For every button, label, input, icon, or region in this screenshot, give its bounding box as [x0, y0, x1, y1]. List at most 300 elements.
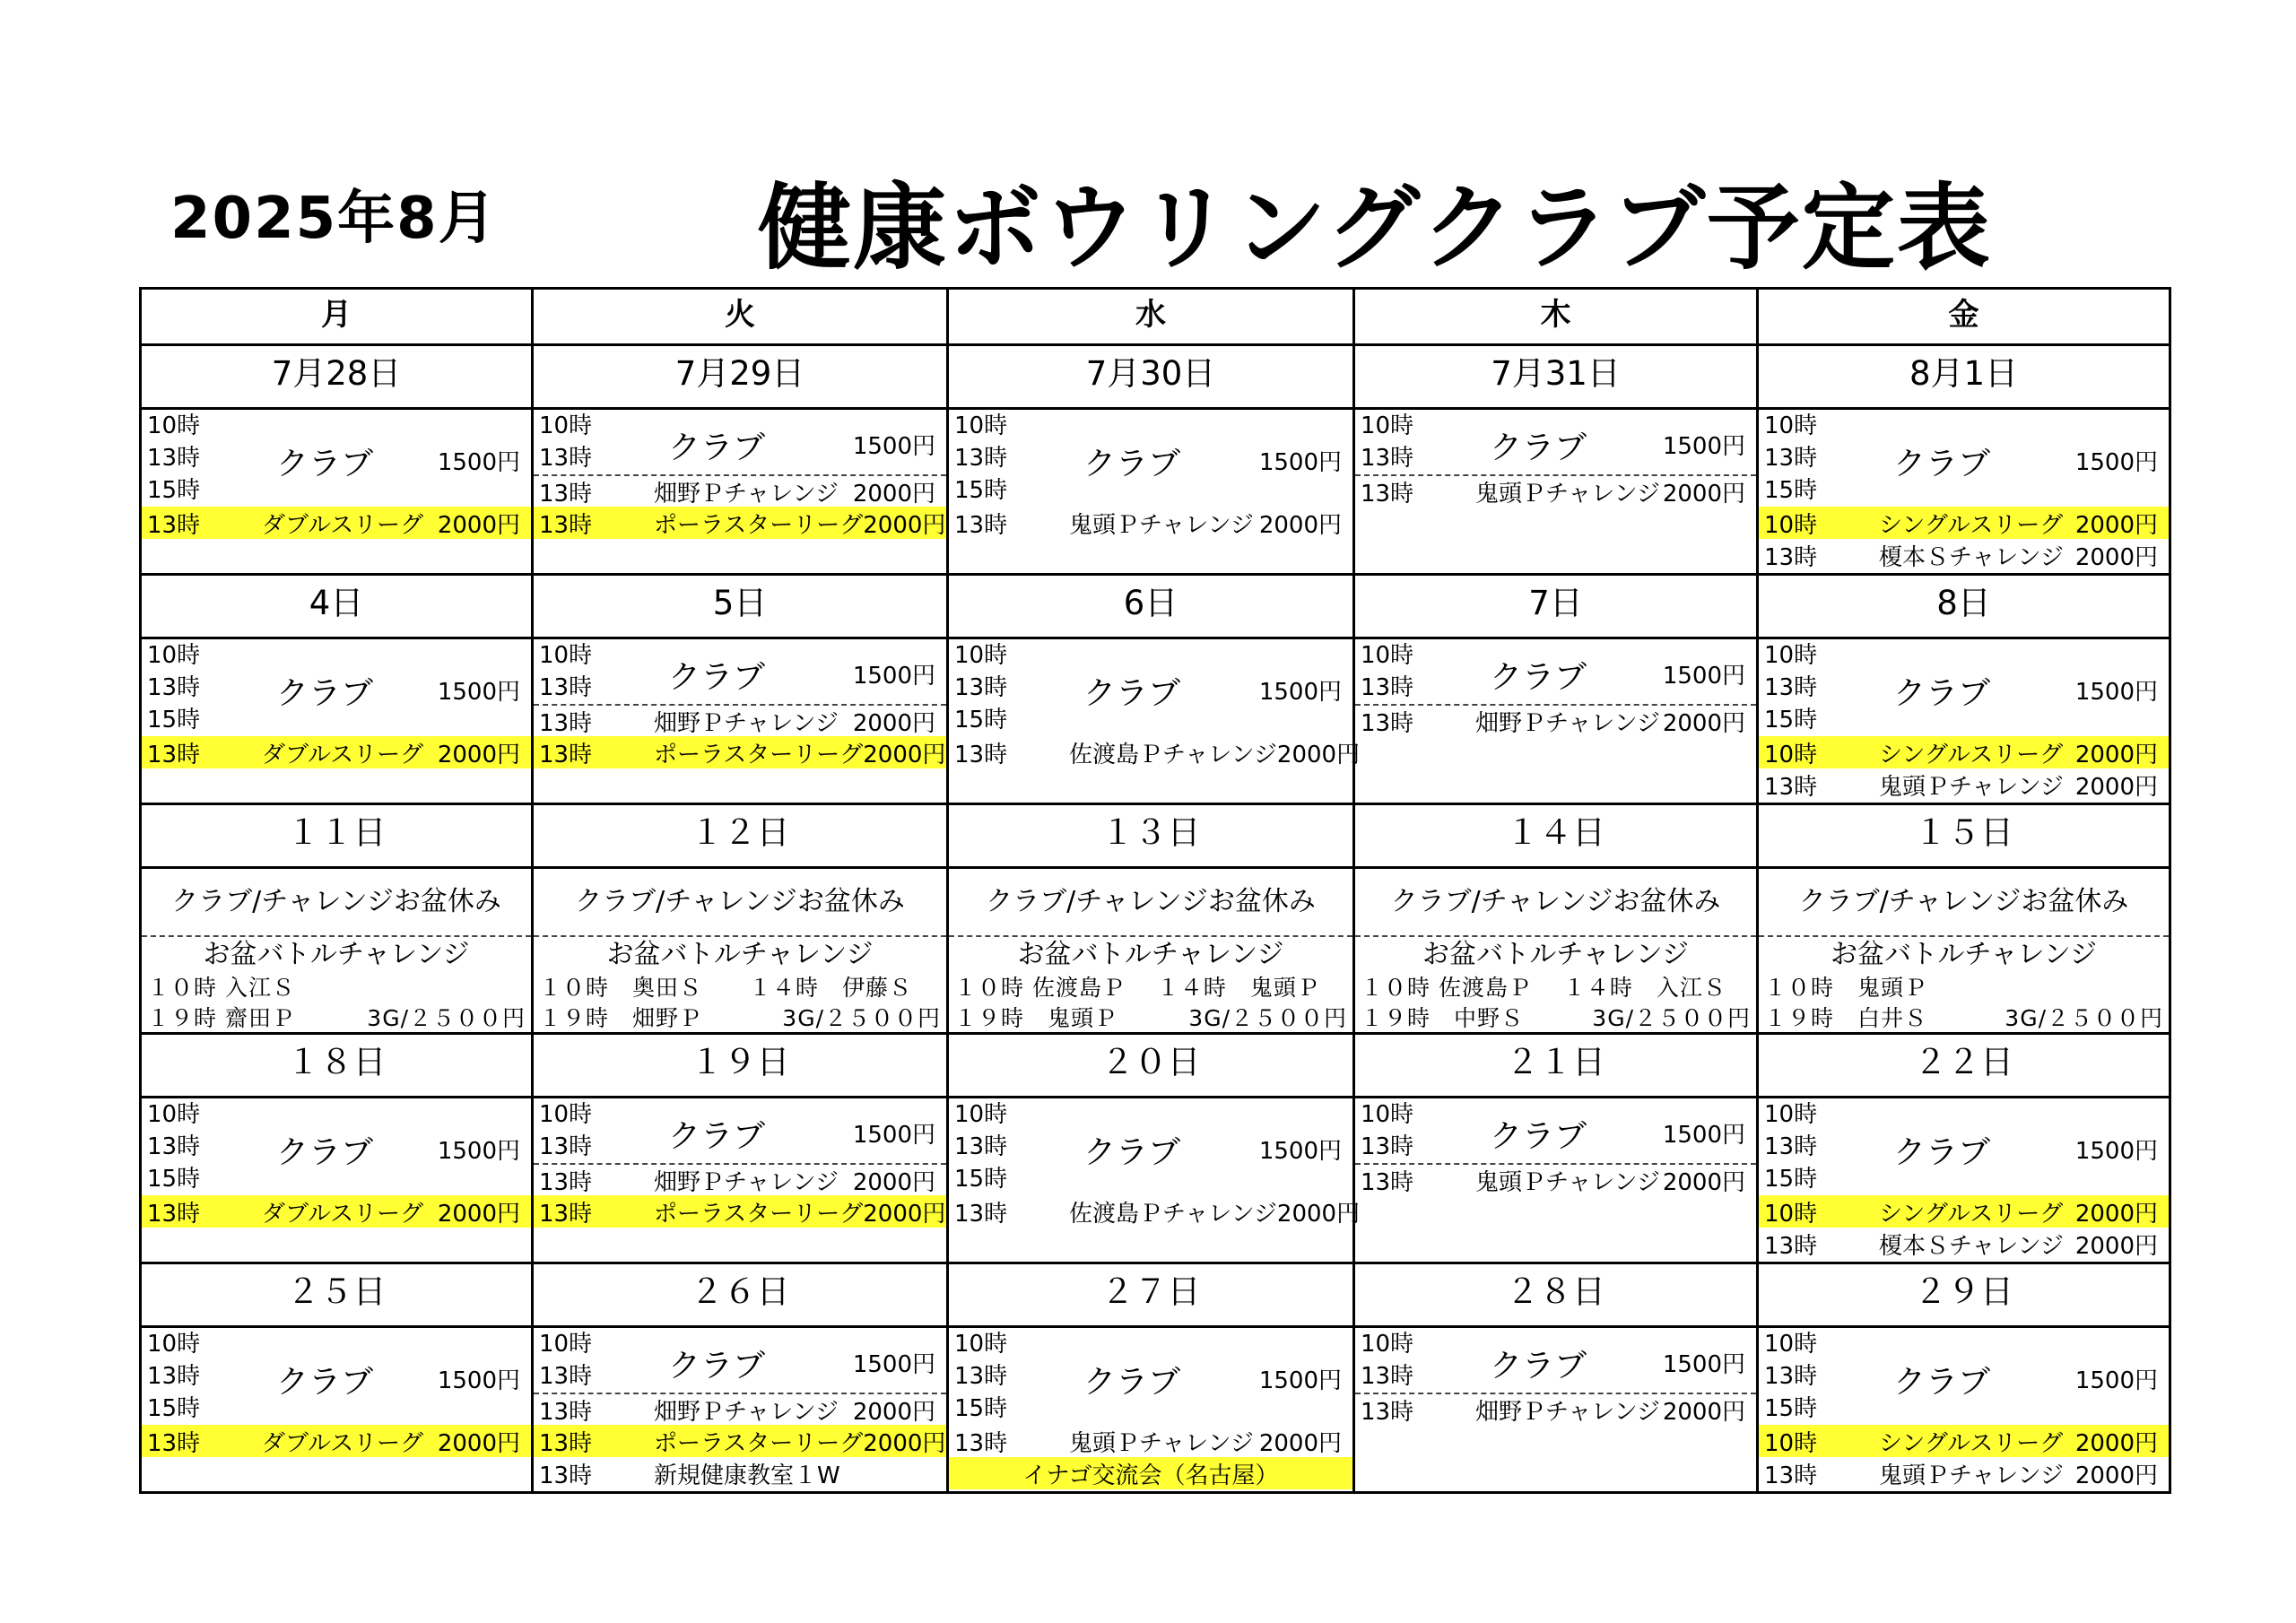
events-cell — [533, 868, 948, 1034]
date-cell: 8月1日 — [1758, 345, 2170, 409]
events-cell — [533, 638, 948, 804]
club-session — [949, 410, 1352, 507]
event-time: 13時 — [1361, 1168, 1414, 1196]
club-name: クラブ — [1490, 1348, 1587, 1384]
time-label: 15時 — [1764, 707, 1818, 733]
event-price: 2000円 — [1276, 741, 1361, 768]
event-row — [534, 736, 946, 768]
date-cell: ２６日 — [533, 1263, 948, 1327]
date-cell: ２８日 — [1354, 1263, 1758, 1327]
date-cell: 4日 — [141, 575, 533, 638]
event-name: ダブルスリーグ — [262, 511, 424, 539]
time-label: 13時 — [147, 1133, 201, 1160]
time-label: 10時 — [1361, 642, 1414, 669]
time-label: 10時 — [539, 1331, 593, 1358]
club-name: クラブ — [1893, 1134, 1991, 1171]
event-name: 畑野Ｐチャレンジ — [654, 480, 839, 508]
weekday-header — [141, 289, 2170, 345]
events-cell — [1354, 1327, 1758, 1493]
event-row — [1355, 1163, 1756, 1195]
time-label: 13時 — [954, 445, 1008, 472]
club-name: クラブ — [276, 1134, 374, 1171]
events-cell — [141, 638, 533, 804]
event-price: 2000円 — [852, 709, 935, 737]
event-price: 2000円 — [2074, 543, 2158, 571]
battle-row — [142, 973, 531, 1003]
club-times — [1764, 639, 1817, 736]
club-session — [949, 1328, 1352, 1425]
event-name: シングルスリーグ — [1879, 511, 2064, 539]
event-row — [1355, 474, 1756, 507]
event-row — [1759, 1457, 2169, 1489]
event-row — [1759, 1425, 2169, 1457]
events-cell — [1354, 409, 1758, 575]
events-row — [141, 638, 2170, 804]
club-name: クラブ — [668, 659, 766, 696]
event-name: 鬼頭Ｐチャレンジ — [1879, 1462, 2064, 1489]
event-row — [534, 1425, 946, 1457]
battle-row — [142, 1003, 531, 1034]
holiday-title: クラブ/チャレンジお盆休み — [1798, 886, 2129, 917]
day-cell-obon — [949, 869, 1352, 1032]
date-cell: １５日 — [1758, 804, 2170, 868]
club-name: クラブ — [276, 675, 374, 712]
event-row — [534, 1393, 946, 1425]
time-label: 15時 — [954, 1395, 1008, 1422]
club-price: 1500円 — [437, 679, 520, 706]
event-time: 13時 — [954, 511, 1008, 539]
day-cell — [1759, 410, 2169, 573]
time-label: 10時 — [539, 1101, 593, 1128]
club-session — [142, 1098, 531, 1195]
battle-row — [534, 973, 946, 1003]
club-name: クラブ — [1490, 430, 1587, 466]
events-cell — [533, 1327, 948, 1493]
club-session — [1355, 1328, 1756, 1393]
battle-row — [1759, 973, 2169, 1003]
event-name: 鬼頭Ｐチャレンジ — [1879, 773, 2064, 801]
club-price: 1500円 — [852, 663, 935, 690]
club-price: 1500円 — [1258, 1138, 1342, 1165]
day-cell — [142, 639, 531, 803]
event-row — [949, 1425, 1352, 1457]
time-label: 13時 — [1764, 1133, 1818, 1160]
date-cell: １３日 — [948, 804, 1354, 868]
holiday-title: クラブ/チャレンジお盆休み — [1390, 886, 1721, 917]
events-row — [141, 868, 2170, 1034]
event-time: 13時 — [1764, 1462, 1818, 1489]
event-row — [534, 704, 946, 736]
event-row — [1355, 704, 1756, 736]
event-time: 13時 — [147, 511, 201, 539]
club-session — [534, 639, 946, 704]
event-name: 鬼頭Ｐチャレンジ — [1475, 480, 1660, 508]
time-label: 10時 — [147, 1101, 201, 1128]
time-label: 13時 — [1361, 1133, 1414, 1160]
events-cell — [948, 409, 1354, 575]
date-cell: ２９日 — [1758, 1263, 2170, 1327]
event-price: 2000円 — [2074, 1429, 2158, 1457]
event-row — [1759, 736, 2169, 768]
events-cell — [1758, 1098, 2170, 1263]
event-row — [534, 1163, 946, 1195]
club-session — [534, 410, 946, 474]
club-times — [1764, 1098, 1817, 1195]
event-time: 10時 — [1764, 741, 1818, 768]
time-label: 10時 — [1361, 1101, 1414, 1128]
battle-row — [949, 973, 1352, 1003]
day-cell-obon — [534, 869, 946, 1032]
event-name: 畑野Ｐチャレンジ — [654, 709, 839, 737]
day-cell — [142, 1098, 531, 1262]
club-name: クラブ — [1490, 1118, 1587, 1155]
event-row — [1759, 1228, 2169, 1260]
date-cell: ２０日 — [948, 1034, 1354, 1098]
day-cell — [534, 1098, 946, 1262]
event-name: 畑野Ｐチャレンジ — [654, 1398, 839, 1426]
event-time: 13時 — [539, 1200, 593, 1228]
club-price: 1500円 — [437, 1138, 520, 1165]
event-name: 佐渡島Ｐチャレンジ — [1069, 741, 1277, 768]
club-times — [954, 1098, 1007, 1195]
day-cell — [534, 639, 946, 803]
event-row — [1759, 1195, 2169, 1228]
holiday-title: クラブ/チャレンジお盆休み — [171, 886, 501, 917]
club-times — [1361, 410, 1413, 474]
event-row — [142, 1425, 531, 1457]
time-label: 13時 — [1764, 674, 1818, 701]
date-row — [141, 345, 2170, 409]
club-name: クラブ — [276, 446, 374, 482]
date-cell: ２５日 — [141, 1263, 533, 1327]
event-time: 13時 — [1764, 543, 1818, 571]
time-label: 10時 — [954, 1331, 1008, 1358]
event-time: 13時 — [1361, 1398, 1414, 1426]
date-cell: ２７日 — [948, 1263, 1354, 1327]
events-cell — [1354, 638, 1758, 804]
date-cell: 7月31日 — [1354, 345, 1758, 409]
events-cell — [533, 409, 948, 575]
club-price: 1500円 — [1662, 1122, 1745, 1149]
club-session — [1759, 410, 2169, 507]
club-session — [1759, 639, 2169, 736]
time-label: 10時 — [954, 1101, 1008, 1128]
event-price: 2000円 — [852, 1398, 935, 1426]
time-label: 10時 — [1764, 1101, 1818, 1128]
event-name: シングルスリーグ — [1879, 741, 2064, 768]
event-price: 2000円 — [2074, 1232, 2158, 1260]
event-time: 13時 — [1361, 709, 1414, 737]
event-price: 2000円 — [852, 480, 935, 508]
event-row — [1355, 1393, 1756, 1425]
time-label: 13時 — [539, 445, 593, 472]
battle-entry: １９時 白井Ｓ — [1764, 1005, 1928, 1031]
club-name: クラブ — [1893, 675, 1991, 712]
club-price: 1500円 — [852, 1351, 935, 1378]
time-label: 10時 — [147, 412, 201, 439]
event-price: 2000円 — [437, 511, 520, 539]
battle-title: お盆バトルチャレンジ — [142, 935, 531, 973]
time-label: 10時 — [1361, 412, 1414, 439]
event-price: 2000円 — [1662, 709, 1745, 737]
time-label: 15時 — [147, 707, 201, 733]
battle-entry: １９時 畑野Ｐ — [539, 1005, 703, 1031]
events-cell — [141, 409, 533, 575]
club-times — [539, 410, 592, 474]
day-cell — [1355, 639, 1756, 803]
event-time: 13時 — [954, 1429, 1008, 1457]
event-row — [1759, 507, 2169, 539]
day-cell — [1759, 1098, 2169, 1262]
events-row — [141, 1098, 2170, 1263]
time-label: 15時 — [954, 707, 1008, 733]
event-price: 2000円 — [1258, 1429, 1342, 1457]
events-cell — [948, 1098, 1361, 1263]
club-name: クラブ — [668, 1118, 766, 1155]
event-price: 2000円 — [863, 511, 946, 539]
club-name: クラブ — [1893, 1364, 1991, 1401]
day-cell-obon — [1355, 869, 1756, 1032]
event-row — [534, 474, 946, 507]
time-label: 15時 — [147, 477, 201, 504]
date-cell: ２２日 — [1758, 1034, 2170, 1098]
event-name: ダブルスリーグ — [262, 741, 424, 768]
date-cell: 5日 — [533, 575, 948, 638]
event-time: 13時 — [539, 709, 593, 737]
day-cell-obon — [142, 869, 531, 1032]
date-cell: 7月28日 — [141, 345, 533, 409]
battle-row — [949, 1003, 1352, 1034]
club-price: 1500円 — [1258, 449, 1342, 476]
day-cell — [1759, 639, 2169, 803]
day-cell — [534, 1328, 946, 1491]
club-name: クラブ — [1893, 446, 1991, 482]
club-times — [1361, 1328, 1413, 1393]
event-time: 13時 — [539, 511, 593, 539]
event-time: 10時 — [1764, 511, 1818, 539]
page-title: 健康ボウリングクラブ予定表 — [758, 173, 1992, 282]
time-label: 10時 — [1764, 412, 1818, 439]
event-time: 13時 — [539, 480, 593, 508]
event-price: 2000円 — [1258, 511, 1342, 539]
event-name: シングルスリーグ — [1879, 1200, 2064, 1228]
day-cell — [1355, 1328, 1756, 1491]
event-time: 13時 — [147, 1429, 201, 1457]
weekday-cell: 金 — [1758, 289, 2170, 345]
battle-title: お盆バトルチャレンジ — [1355, 935, 1756, 973]
events-cell — [1354, 868, 1758, 1034]
club-price: 1500円 — [1662, 433, 1745, 460]
time-label: 10時 — [539, 642, 593, 669]
event-price: 2000円 — [437, 1429, 520, 1457]
event-time: 13時 — [1361, 480, 1414, 508]
events-cell — [141, 1327, 533, 1493]
time-label: 10時 — [147, 642, 201, 669]
events-cell — [1758, 638, 2170, 804]
event-time: 13時 — [539, 741, 593, 768]
events-row — [141, 1327, 2170, 1493]
battle-entry: １０時 佐渡島Ｐ １４時 鬼頭Ｐ — [954, 975, 1320, 1001]
day-cell — [949, 639, 1361, 803]
battle-row — [1355, 973, 1756, 1003]
club-price: 1500円 — [2074, 1367, 2158, 1394]
event-time: 13時 — [539, 1168, 593, 1196]
club-price: 1500円 — [2074, 449, 2158, 476]
event-time: 13時 — [954, 741, 1008, 768]
time-label: 13時 — [147, 1363, 201, 1390]
event-name: ダブルスリーグ — [262, 1200, 424, 1228]
club-name: クラブ — [1083, 1364, 1181, 1401]
club-name: クラブ — [668, 1348, 766, 1384]
weekday-cell: 木 — [1354, 289, 1758, 345]
weekday-cell: 月 — [141, 289, 533, 345]
club-session — [949, 639, 1352, 736]
event-row — [142, 507, 531, 539]
events-cell — [948, 1327, 1354, 1493]
events-cell — [141, 1098, 533, 1263]
time-label: 13時 — [539, 674, 593, 701]
event-price: 2000円 — [852, 1168, 935, 1196]
date-row — [141, 1034, 2170, 1098]
events-cell — [1758, 409, 2170, 575]
club-price: 1500円 — [1258, 1367, 1342, 1394]
battle-title: お盆バトルチャレンジ — [1759, 935, 2169, 973]
club-times — [147, 1098, 200, 1195]
club-session — [1355, 639, 1756, 704]
event-price: 2000円 — [2074, 741, 2158, 768]
time-label: 15時 — [147, 1166, 201, 1193]
time-label: 13時 — [954, 1133, 1008, 1160]
event-name: シングルスリーグ — [1879, 1429, 2064, 1457]
event-name: 榎本Ｓチャレンジ — [1879, 1232, 2064, 1260]
day-cell — [1355, 410, 1756, 573]
battle-entry: １９時 鬼頭Ｐ — [954, 1005, 1118, 1031]
time-label: 15時 — [954, 1166, 1008, 1193]
time-label: 10時 — [954, 412, 1008, 439]
event-row — [142, 736, 531, 768]
event-name: 鬼頭Ｐチャレンジ — [1069, 1429, 1254, 1457]
time-label: 15時 — [1764, 1395, 1818, 1422]
event-time: 10時 — [1764, 1429, 1818, 1457]
battle-entry: １９時 齋田Ｐ — [147, 1005, 295, 1031]
event-row — [534, 1457, 946, 1489]
battle-title: お盆バトルチャレンジ — [949, 935, 1352, 973]
event-row — [1759, 768, 2169, 801]
time-label: 13時 — [954, 674, 1008, 701]
date-row — [141, 804, 2170, 868]
time-label: 13時 — [539, 1363, 593, 1390]
event-name: 畑野Ｐチャレンジ — [654, 1168, 839, 1196]
club-price: 1500円 — [2074, 1138, 2158, 1165]
event-price: 2000円 — [863, 1429, 946, 1457]
battle-price: 3G/２５００円 — [1188, 1005, 1347, 1031]
date-cell: ２１日 — [1354, 1034, 1758, 1098]
weekday-cell: 水 — [948, 289, 1354, 345]
day-cell — [142, 410, 531, 573]
battle-price: 3G/２５００円 — [367, 1005, 526, 1031]
date-cell: １４日 — [1354, 804, 1758, 868]
weekday-cell: 火 — [533, 289, 948, 345]
time-label: 13時 — [954, 1363, 1008, 1390]
event-price: 2000円 — [1662, 1398, 1745, 1426]
club-times — [954, 410, 1007, 507]
date-cell: 7月29日 — [533, 345, 948, 409]
event-name: ポーラスターリーグ — [654, 1200, 864, 1228]
day-cell — [1759, 1328, 2169, 1491]
event-time: 13時 — [539, 1398, 593, 1426]
event-name: 鬼頭Ｐチャレンジ — [1475, 1168, 1660, 1196]
club-session — [142, 639, 531, 736]
day-cell-obon — [1759, 869, 2169, 1032]
event-row — [949, 736, 1361, 768]
event-name: 新規健康教室１W — [654, 1462, 840, 1489]
event-price: 2000円 — [2074, 773, 2158, 801]
club-times — [954, 639, 1007, 736]
event-time: 13時 — [539, 1429, 593, 1457]
club-price: 1500円 — [1662, 663, 1745, 690]
event-price: 2000円 — [437, 1200, 520, 1228]
club-price: 1500円 — [1258, 679, 1342, 706]
club-price: 1500円 — [852, 1122, 935, 1149]
events-cell — [533, 1098, 948, 1263]
events-cell — [141, 868, 533, 1034]
club-times — [147, 639, 200, 736]
time-label: 13時 — [1764, 445, 1818, 472]
day-cell — [142, 1328, 531, 1491]
club-session — [1355, 410, 1756, 474]
date-cell: 8日 — [1758, 575, 2170, 638]
battle-entry: １９時 中野Ｓ — [1361, 1005, 1525, 1031]
event-time: 13時 — [539, 1462, 593, 1489]
time-label: 15時 — [147, 1395, 201, 1422]
date-row — [141, 575, 2170, 638]
club-times — [147, 1328, 200, 1425]
event-time: 10時 — [1764, 1200, 1818, 1228]
event-name: 鬼頭Ｐチャレンジ — [1069, 511, 1254, 539]
event-price: 2000円 — [1662, 1168, 1745, 1196]
battle-entry: １０時 佐渡島Ｐ １４時 入江Ｓ — [1361, 975, 1726, 1001]
time-label: 13時 — [1361, 1363, 1414, 1390]
club-times — [1361, 1098, 1413, 1163]
schedule-table — [139, 287, 2171, 1494]
club-name: クラブ — [1490, 659, 1587, 696]
club-session — [534, 1328, 946, 1393]
club-name: クラブ — [1083, 675, 1181, 712]
club-name: クラブ — [276, 1364, 374, 1401]
event-name: ポーラスターリーグ — [654, 511, 864, 539]
event-time: 13時 — [147, 741, 201, 768]
holiday-title: クラブ/チャレンジお盆休み — [986, 886, 1316, 917]
time-label: 10時 — [1361, 1331, 1414, 1358]
battle-price: 3G/２５００円 — [2005, 1005, 2163, 1031]
club-session — [142, 410, 531, 507]
battle-row — [1759, 1003, 2169, 1034]
event-name: ポーラスターリーグ — [654, 741, 864, 768]
club-price: 1500円 — [437, 449, 520, 476]
club-price: 1500円 — [437, 1367, 520, 1394]
event-time: 13時 — [1764, 773, 1818, 801]
battle-row — [534, 1003, 946, 1034]
time-label: 10時 — [539, 412, 593, 439]
battle-row — [1355, 1003, 1756, 1034]
event-price: 2000円 — [1276, 1200, 1361, 1228]
club-name: クラブ — [668, 430, 766, 466]
club-session — [1759, 1328, 2169, 1425]
club-times — [539, 639, 592, 704]
events-cell — [1758, 1327, 2170, 1493]
event-banner: イナゴ交流会（名古屋） — [949, 1457, 1352, 1489]
battle-entry: １０時 入江Ｓ — [147, 975, 295, 1001]
